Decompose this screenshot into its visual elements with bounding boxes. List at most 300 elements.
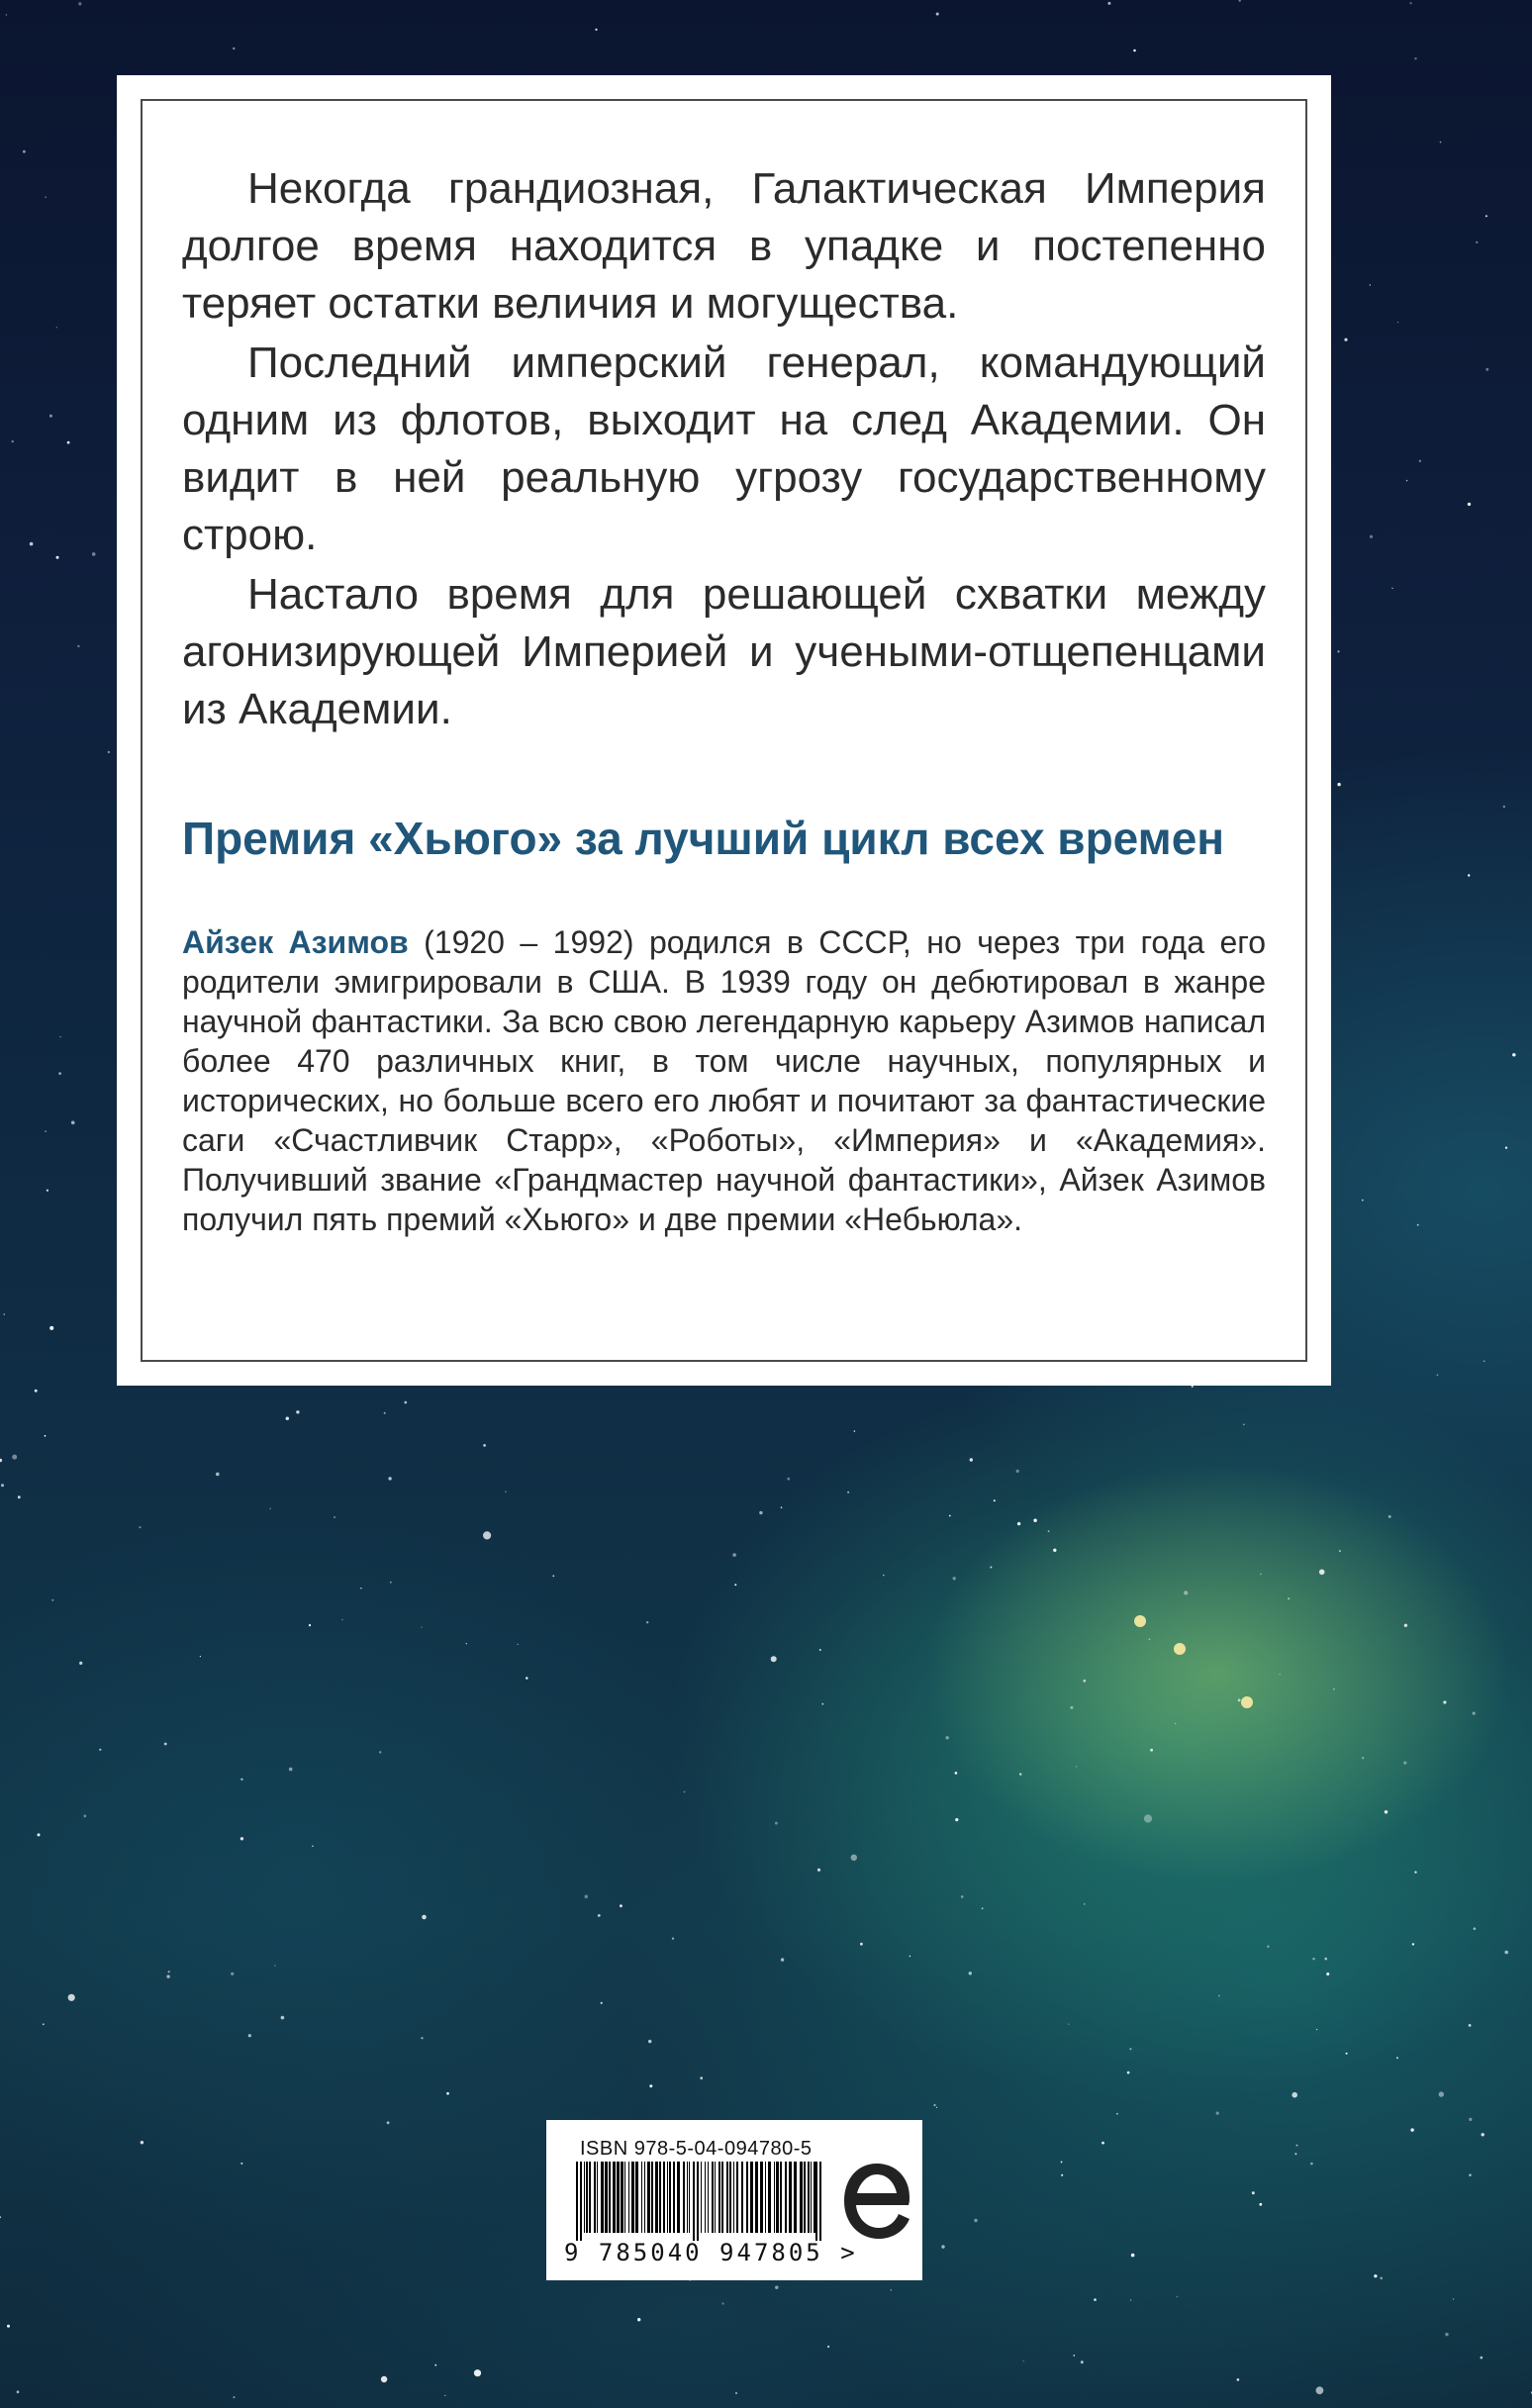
star	[1370, 284, 1371, 285]
star	[851, 1855, 857, 1861]
bright-star	[1241, 1696, 1253, 1708]
star	[1440, 142, 1442, 144]
star	[1419, 460, 1421, 462]
barcode-guard-bar	[693, 2162, 695, 2241]
award-heading: Премия «Хьюго» за лучший цикл всех времен	[182, 813, 1225, 864]
star	[1084, 1903, 1085, 1904]
star	[994, 1499, 996, 1501]
star	[1396, 2057, 1398, 2059]
star	[1346, 2053, 1348, 2055]
star	[92, 552, 96, 556]
star	[35, 1390, 38, 1393]
eksmo-logo-icon	[839, 2160, 914, 2243]
star	[735, 2392, 737, 2394]
star	[1339, 1550, 1341, 1552]
star	[141, 2141, 144, 2144]
star	[1280, 1674, 1281, 1675]
star	[1129, 2048, 1131, 2050]
star	[1504, 1951, 1508, 1955]
star	[1116, 2113, 1118, 2115]
barcode-bar	[785, 2162, 787, 2233]
star	[46, 197, 47, 198]
star	[1237, 2378, 1240, 2381]
star	[83, 1815, 86, 1818]
star	[637, 2318, 640, 2321]
star	[672, 1938, 674, 1940]
star	[1469, 2174, 1471, 2176]
star	[1144, 1814, 1152, 1822]
bright-star	[1174, 1643, 1186, 1655]
star	[1476, 241, 1478, 243]
star	[139, 1526, 141, 1528]
star	[1468, 503, 1471, 506]
star	[1259, 2203, 1262, 2206]
star	[1267, 1946, 1269, 1948]
star	[649, 2084, 652, 2087]
barcode-bar	[644, 2162, 645, 2233]
star	[1469, 2118, 1472, 2121]
star	[1412, 1943, 1414, 1945]
star	[1294, 2153, 1296, 2155]
star	[1177, 2296, 1179, 2298]
barcode-bar	[597, 2162, 598, 2233]
barcode-block	[546, 2120, 922, 2280]
star	[108, 751, 110, 753]
barcode-bar	[746, 2162, 748, 2233]
star	[732, 1553, 736, 1557]
star	[334, 1516, 335, 1518]
star	[248, 2034, 251, 2037]
barcode-bar	[800, 2162, 803, 2233]
star	[646, 1621, 648, 1623]
star	[974, 2219, 977, 2222]
star	[595, 29, 597, 31]
barcode-bar	[659, 2162, 661, 2233]
star	[286, 1417, 289, 1420]
barcode-bar	[789, 2162, 792, 2233]
barcode-bar	[609, 2162, 611, 2233]
star	[1175, 1723, 1176, 1724]
barcode-bar	[655, 2162, 658, 2233]
star	[216, 1473, 220, 1477]
barcode-bar	[605, 2162, 608, 2233]
star	[1252, 2191, 1255, 2194]
star	[6, 14, 7, 15]
star	[240, 1837, 243, 1840]
barcode-bar	[721, 2162, 723, 2233]
star	[1397, 322, 1398, 323]
star	[341, 1619, 343, 1621]
star	[1130, 2299, 1132, 2301]
star	[43, 2023, 45, 2025]
author-bio	[182, 922, 1266, 1239]
barcode-bar	[624, 2162, 625, 2233]
star	[771, 1656, 777, 1662]
star	[847, 1492, 849, 1493]
star	[1391, 588, 1392, 589]
star	[231, 1973, 234, 1975]
star	[71, 1121, 75, 1125]
barcode-bar	[776, 2162, 779, 2233]
star	[1016, 1470, 1019, 1473]
star	[1150, 1749, 1153, 1752]
star	[817, 1869, 820, 1872]
star	[166, 1975, 169, 1977]
star	[1239, 0, 1241, 2]
barcode-bar	[617, 2162, 620, 2233]
star	[860, 1943, 863, 1946]
star	[961, 1895, 964, 1898]
barcode-bar	[613, 2162, 616, 2233]
annotation	[182, 160, 1266, 738]
barcode-bar	[808, 2162, 810, 2233]
star	[1484, 1360, 1485, 1362]
star	[955, 1772, 958, 1775]
barcode-bar	[780, 2162, 782, 2233]
star	[946, 1736, 949, 1739]
star	[759, 1511, 762, 1514]
star	[1468, 874, 1470, 876]
barcode-bar	[705, 2162, 706, 2233]
annotation-paragraph-2: Последний имперский генерал, командующий одним из флотов, выходит на след Академии. Он видит в ней реальную угрозу государственному строю.	[182, 338, 1266, 559]
star	[1481, 2357, 1484, 2360]
star	[3, 1313, 4, 1314]
star	[1023, 2360, 1024, 2361]
star	[1380, 2277, 1383, 2280]
star	[1485, 368, 1488, 371]
barcode-bar	[733, 2162, 734, 2233]
star	[936, 13, 939, 16]
star	[827, 2346, 829, 2348]
star	[1061, 2162, 1063, 2164]
barcode-bar	[811, 2162, 812, 2233]
star	[620, 1904, 622, 1907]
star	[1370, 535, 1373, 538]
star	[1061, 2174, 1063, 2176]
star	[518, 1644, 519, 1645]
barcode-bar	[687, 2162, 688, 2233]
barcode-bar	[594, 2162, 596, 2233]
star	[164, 1743, 167, 1746]
star	[1068, 2024, 1069, 2025]
barcode-guard-bar	[819, 2162, 821, 2241]
barcode-bar	[794, 2162, 797, 2233]
barcode-bar	[760, 2162, 763, 2233]
star	[446, 2092, 449, 2095]
star	[1243, 1424, 1245, 1426]
star	[56, 556, 59, 559]
star	[79, 1662, 82, 1665]
star	[360, 1588, 361, 1589]
barcode-bar	[667, 2162, 668, 2233]
star	[1296, 2145, 1298, 2147]
star	[7, 2325, 10, 2328]
star	[49, 1326, 53, 1330]
star	[281, 2016, 285, 2020]
star	[941, 2245, 944, 2248]
barcode-bar	[663, 2162, 665, 2233]
star	[1292, 2092, 1297, 2098]
star	[59, 1036, 60, 1037]
star	[99, 1749, 101, 1751]
star	[56, 327, 57, 328]
star	[1019, 1774, 1021, 1776]
description-panel-frame	[141, 99, 1307, 1362]
barcode-bar	[755, 2162, 758, 2233]
star	[1074, 2355, 1076, 2357]
star	[483, 1444, 486, 1447]
description-panel	[117, 75, 1331, 1386]
bright-star	[1134, 1615, 1146, 1627]
star	[168, 1971, 170, 1973]
star	[379, 1751, 381, 1753]
star	[1512, 1053, 1515, 1056]
star	[12, 1455, 17, 1460]
star	[1410, 2128, 1413, 2131]
star	[1469, 2024, 1472, 2027]
star	[12, 440, 14, 442]
star	[1333, 1688, 1334, 1689]
barcode-bar	[673, 2162, 675, 2233]
barcode-bar	[741, 2162, 743, 2233]
star	[775, 1822, 778, 1825]
star	[1216, 2112, 1219, 2115]
barcode-guard-bar	[580, 2162, 582, 2241]
star	[23, 150, 26, 153]
star	[598, 1914, 601, 1917]
star	[274, 1965, 276, 1967]
barcode-bar	[635, 2162, 638, 2233]
barcode-bar	[589, 2162, 591, 2233]
star	[1094, 2298, 1097, 2301]
star	[1192, 1386, 1194, 1388]
star	[1319, 1570, 1325, 1576]
star	[1414, 57, 1416, 59]
star	[77, 645, 79, 647]
star	[949, 1515, 951, 1517]
star	[781, 1506, 783, 1508]
star	[444, 2395, 445, 2396]
barcode-bar	[715, 2162, 716, 2233]
star	[1316, 2386, 1324, 2394]
star	[67, 441, 70, 444]
author-name: Айзек Азимов	[182, 924, 409, 960]
barcode-bar	[814, 2162, 815, 2233]
barcode-bars	[562, 2162, 831, 2241]
barcode-bar	[621, 2162, 623, 2233]
star	[953, 1577, 956, 1580]
star	[1076, 1766, 1077, 1767]
star	[1131, 2254, 1135, 2258]
star	[68, 1994, 75, 2001]
star	[58, 1072, 61, 1075]
star	[936, 2107, 937, 2108]
star	[1503, 806, 1505, 808]
star	[1324, 1958, 1327, 1961]
annotation-paragraph-3: Настало время для решающей схватки между агонизирующей Империей и учеными-отщепенцами из Академии.	[182, 570, 1266, 733]
star	[1218, 1995, 1220, 1997]
star	[234, 2396, 236, 2398]
star	[404, 1401, 407, 1404]
barcode-bar	[631, 2162, 634, 2233]
star	[45, 1435, 47, 1437]
barcode-bar	[774, 2162, 775, 2233]
star	[240, 1779, 242, 1781]
star	[526, 1677, 527, 1679]
star	[200, 1656, 201, 1657]
star	[990, 1567, 992, 1569]
barcode-bar	[683, 2162, 685, 2233]
star	[1439, 2091, 1444, 2096]
star	[1404, 1624, 1407, 1627]
star	[45, 1130, 47, 1132]
star	[1417, 1224, 1419, 1226]
star	[309, 1624, 311, 1626]
star	[1414, 1872, 1416, 1874]
star	[955, 1818, 958, 1821]
star	[1388, 1515, 1391, 1518]
star	[819, 1649, 821, 1651]
star	[47, 1190, 48, 1192]
star	[505, 1492, 506, 1493]
star	[421, 2037, 423, 2039]
star	[970, 1458, 973, 1461]
star	[1081, 2360, 1084, 2363]
barcode-bar	[729, 2162, 731, 2233]
star	[434, 2364, 436, 2366]
star	[30, 542, 34, 546]
star	[684, 1791, 686, 1793]
star	[381, 2376, 387, 2382]
star	[483, 1531, 491, 1539]
star	[1445, 2333, 1448, 2336]
star	[466, 1643, 467, 1644]
star	[585, 1895, 589, 1899]
star	[552, 1575, 554, 1577]
star	[1474, 1927, 1477, 1930]
star	[1017, 1522, 1020, 1525]
star	[1288, 1597, 1290, 1599]
star	[421, 1627, 422, 1628]
star	[1403, 1762, 1406, 1765]
star	[17, 2390, 20, 2393]
star	[1410, 2, 1412, 4]
star	[969, 1972, 972, 1975]
barcode-bar	[677, 2162, 680, 2233]
star	[1, 1484, 4, 1487]
star	[721, 2302, 723, 2304]
barcode-bar	[726, 2162, 728, 2233]
barcode-guard-bar	[697, 2162, 699, 2241]
star	[933, 2104, 935, 2106]
star	[883, 1575, 885, 1577]
star	[734, 1584, 736, 1586]
star	[781, 1958, 784, 1961]
barcode-bar	[628, 2162, 629, 2233]
star	[384, 1412, 386, 1414]
barcode-bar	[601, 2162, 604, 2233]
barcode-bar	[586, 2162, 588, 2233]
star	[1362, 1200, 1364, 1202]
barcode-bar	[804, 2162, 806, 2233]
star	[601, 2002, 603, 2004]
barcode-bar	[689, 2162, 690, 2233]
star	[1107, 2, 1110, 5]
barcode-bar	[669, 2162, 671, 2233]
isbn-label: ISBN 978-5-04-094780-5	[580, 2138, 813, 2160]
star	[822, 1703, 824, 1705]
barcode-bar	[765, 2162, 766, 2233]
barcode-bar	[708, 2162, 709, 2233]
star	[1033, 1519, 1036, 1522]
star	[1238, 1699, 1241, 1702]
star	[18, 1495, 21, 1498]
barcode-bar	[736, 2162, 738, 2233]
star	[1482, 2133, 1484, 2136]
star	[982, 1907, 984, 1909]
barcode-bar	[712, 2162, 714, 2233]
barcode-guard-bar	[576, 2162, 578, 2241]
author-bio-text: (1920 – 1992) родился в СССР, но через три года его родители эмигрировали в США. В 1939 году он дебютировал в жанре научной фантастики. За всю свою легендарную карьеру Азимов написал более 470 различных книг, в том числе научных, популярных и исторических, но больше всего его любят и почитают за фантастические саги «Счастливчик Старр», «Роботы», «Империя» и «Академия». Получивший звание «Грандмастер научной фантастики», Айзек Азимов получил пять премий «Хьюго» и две премии «Небьюла».	[182, 924, 1267, 1237]
star	[474, 2369, 481, 2376]
barcode-bar	[750, 2162, 753, 2233]
barcode-bar	[701, 2162, 702, 2233]
barcode-digits: 9 785040 947805 >	[564, 2239, 858, 2266]
star	[49, 415, 52, 418]
star	[1260, 1574, 1262, 1576]
star	[1505, 1147, 1507, 1149]
star	[1149, 1639, 1151, 1641]
star	[312, 1846, 313, 1847]
star	[648, 2040, 651, 2043]
star	[1443, 1700, 1446, 1703]
star	[1453, 2298, 1454, 2299]
star	[296, 1410, 299, 1413]
star	[51, 1599, 53, 1601]
star	[1326, 1973, 1329, 1975]
star	[388, 1477, 391, 1480]
star	[700, 2076, 703, 2079]
star	[1312, 1958, 1314, 1960]
star	[1437, 1374, 1439, 1376]
barcode-bar	[647, 2162, 650, 2233]
star	[1310, 2163, 1313, 2166]
star	[1184, 1590, 1188, 1594]
star	[233, 48, 235, 49]
star	[1316, 2029, 1317, 2030]
star	[1385, 1810, 1388, 1813]
star	[1337, 783, 1340, 786]
star	[1048, 1530, 1050, 1532]
barcode-bar	[584, 2162, 585, 2233]
star	[422, 1915, 427, 1920]
star	[1083, 1680, 1086, 1683]
star	[0, 2216, 1, 2218]
star	[891, 2289, 892, 2290]
star	[1473, 1712, 1476, 1715]
star	[1337, 650, 1339, 652]
star	[1127, 2071, 1130, 2074]
star	[390, 1582, 392, 1584]
star	[1344, 338, 1347, 341]
star	[1374, 2274, 1377, 2277]
annotation-paragraph-1: Некогда грандиозная, Галактическая Империя долгое время находится в упадке и постепенно теряет остатки величия и могущества.	[182, 164, 1266, 328]
star	[289, 1768, 293, 1772]
barcode-bar	[718, 2162, 720, 2233]
star	[38, 1833, 41, 1836]
star	[387, 2121, 390, 2124]
star	[1133, 49, 1136, 52]
